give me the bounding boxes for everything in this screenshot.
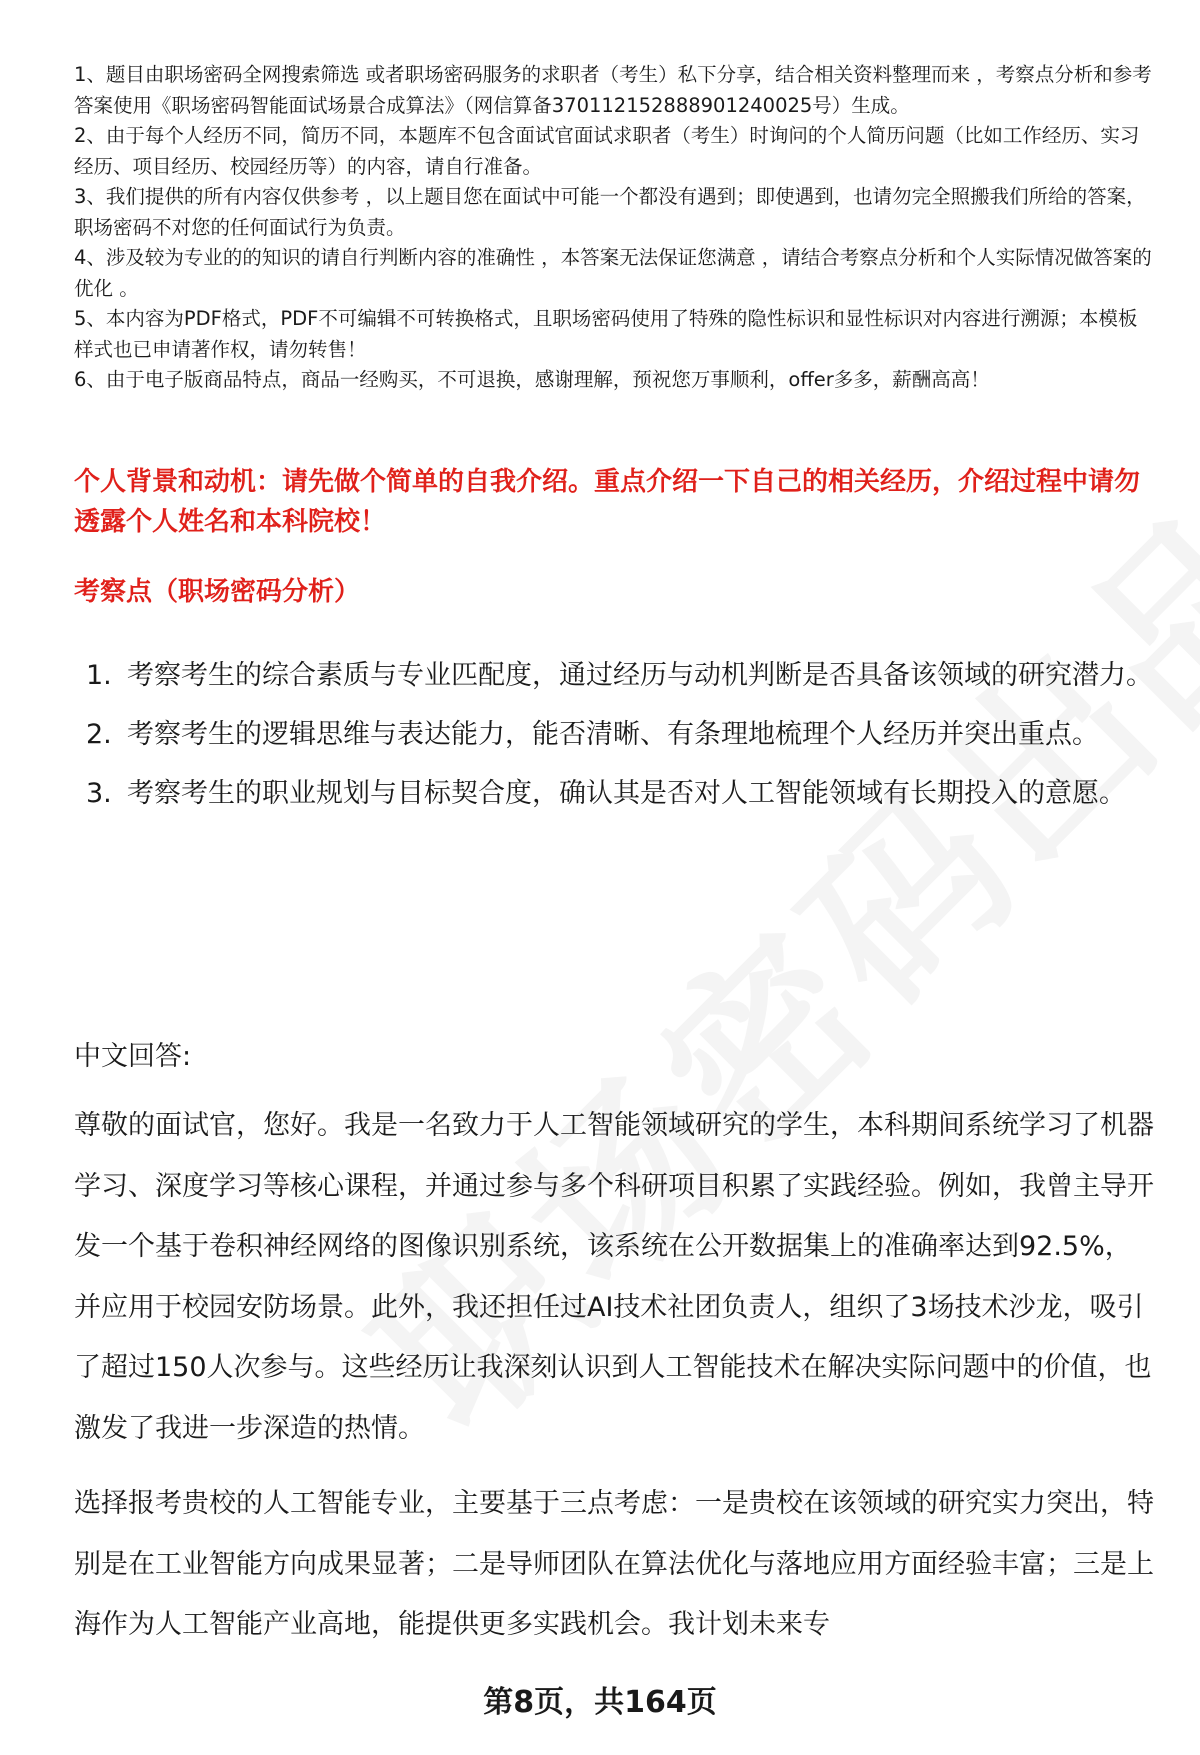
answer-paragraph: 选择报考贵校的人工智能专业，主要基于三点考虑：一是贵校在该领域的研究实力突出，特别是在工业智能方向成果显著；二是导师团队在算法优化与落地应用方面经验丰富；三是上海作为人工智能产业高地，能提供更多实践机会。我计划未来专 — [74, 1488, 1154, 1640]
interview-question: 个人背景和动机：请先做个简单的自我介绍。重点介绍一下自己的相关经历，介绍过程中请勿透露个人姓名和本科院校！ — [74, 467, 1141, 537]
analysis-point — [74, 705, 1154, 764]
analysis-point — [74, 646, 1154, 705]
analysis-points-list — [74, 646, 1154, 823]
point-number: 3. — [86, 778, 112, 809]
point-number: 1. — [86, 660, 112, 691]
point-number: 2. — [86, 719, 112, 750]
point-text: 考察考生的职业规划与目标契合度，确认其是否对人工智能领域有长期投入的意愿。 — [127, 778, 1126, 809]
disclaimer-item: 3、我们提供的所有内容仅供参考 ，以上题目您在面试中可能一个都没有遇到；即使遇到，也请勿完全照搬我们所给的答案，职场密码不对您的任何面试行为负责。 — [74, 185, 1146, 239]
analysis-point — [74, 764, 1154, 823]
page-number: 第8页，共164页 — [483, 1685, 717, 1720]
answer-paragraph: 尊敬的面试官，您好。我是一名致力于人工智能领域研究的学生，本科期间系统学习了机器学习、深度学习等核心课程，并通过参与多个科研项目积累了实践经验。例如，我曾主导开发一个基于卷积神经网络的图像识别系统，该系统在公开数据集上的准确率达到92.5%，并应用于校园安防场景。此外，我还担任过AI技术社团负责人，组织了3场技术沙龙，吸引了超过150人次参与。这些经历让我深刻认识到人工智能技术在解决实际问题中的价值，也激发了我进一步深造的热情。 — [74, 1110, 1154, 1444]
point-text: 考察考生的综合素质与专业匹配度，通过经历与动机判断是否具备该领域的研究潜力。 — [127, 660, 1153, 691]
point-text: 考察考生的逻辑思维与表达能力，能否清晰、有条理地梳理个人经历并突出重点。 — [127, 719, 1099, 750]
disclaimer-item: 4、涉及较为专业的的知识的请自行判断内容的准确性 ，本答案无法保证您满意 ，请结合考察点分析和个人实际情况做答案的优化 。 — [74, 246, 1152, 300]
analysis-title: 考察点（职场密码分析） — [74, 577, 361, 607]
disclaimer-item: 6、由于电子版商品特点，商品一经购买，不可退换，感谢理解，预祝您万事顺利，offer多多，薪酬高高！ — [74, 368, 990, 391]
disclaimer-block — [74, 60, 1154, 396]
disclaimer-item: 2、由于每个人经历不同，简历不同，本题库不包含面试官面试求职者（考生）时询问的个人简历问题（比如工作经历、实习经历、项目经历、校园经历等）的内容，请自行准备。 — [74, 124, 1140, 178]
disclaimer-item: 1、题目由职场密码全网搜索筛选 或者职场密码服务的求职者（考生）私下分享，结合相关资料整理而来 ，考察点分析和参考答案使用《职场密码智能面试场景合成算法》（网信算备370112152888901240025号）生成。 — [74, 63, 1152, 117]
answer-label: 中文回答: — [74, 1041, 192, 1072]
disclaimer-item: 5、本内容为PDF格式，PDF不可编辑不可转换格式，且职场密码使用了特殊的隐性标识和显性标识对内容进行溯源；本模板样式也已申请著作权，请勿转售！ — [74, 307, 1138, 361]
